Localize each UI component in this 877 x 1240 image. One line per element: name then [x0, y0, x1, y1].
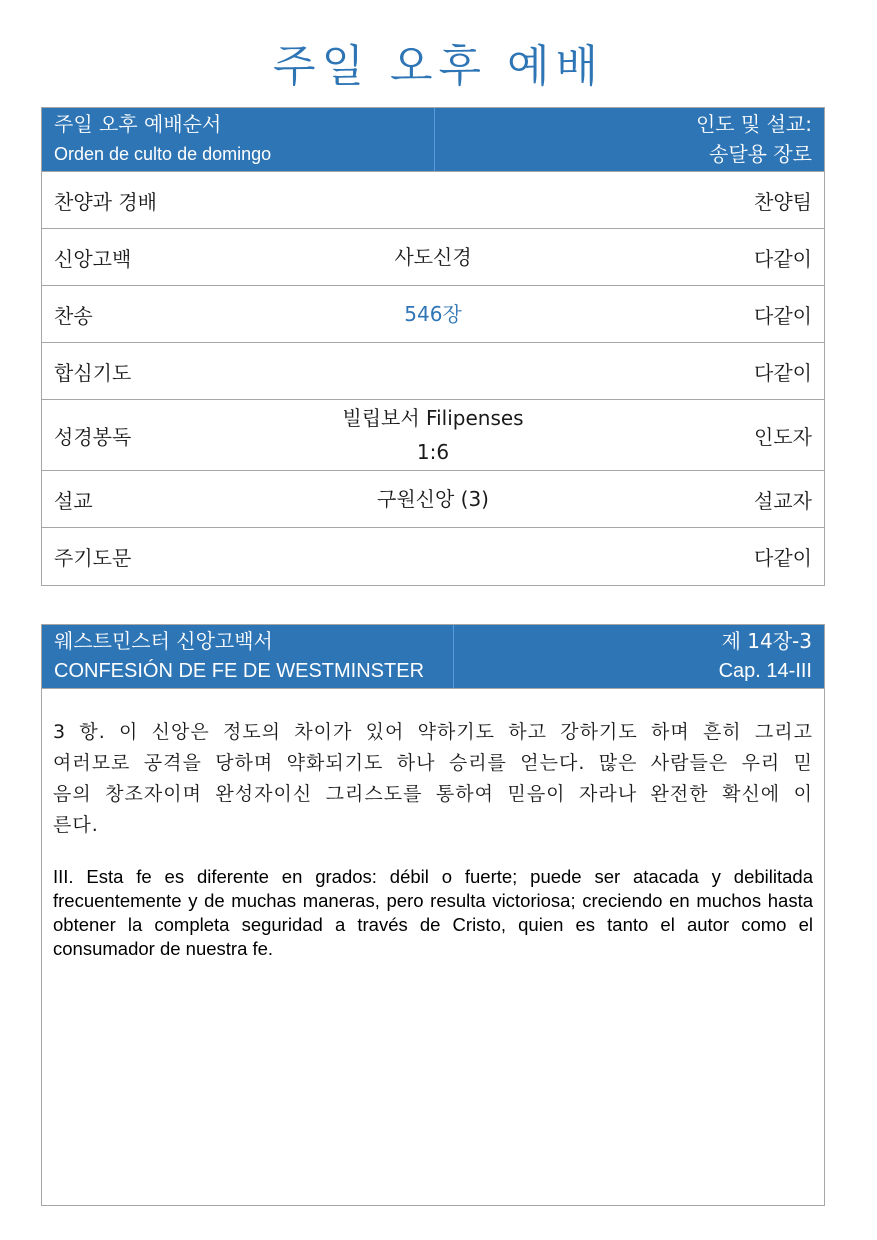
chapter-ko: 제 14장-3 [721, 629, 812, 653]
confession-header-left [42, 625, 454, 688]
hymn-number: 546장 [404, 302, 462, 326]
order-row-sermon [42, 471, 824, 528]
order-item-name: 신앙고백 [54, 246, 132, 271]
page-title: 주일 오후 예배 [273, 41, 604, 92]
order-item-who: 찬양팀 [754, 189, 812, 214]
order-item-name: 찬송 [54, 303, 93, 328]
chapter-es: Cap. 14-III [718, 660, 812, 682]
order-item-who: 다같이 [754, 360, 812, 385]
order-item-who: 다같이 [754, 303, 812, 328]
confession-body [42, 689, 824, 961]
order-row-scripture [42, 400, 824, 471]
confession-header [42, 625, 824, 689]
order-item-who: 인도자 [754, 424, 812, 449]
confession-title-es: CONFESIÓN DE FE DE WESTMINSTER [54, 660, 425, 682]
order-of-worship-table [41, 107, 825, 586]
order-item-name: 주기도문 [54, 546, 132, 570]
confession-text-es: III. Esta fe es diferente en grados: débil o fuerte; puede ser atacada y debilitada frecuentemente y de muchas maneras, pero resulta victoriosa; creciendo en muchos hasta obtener la completa seguridad a través de Cristo, quien es tanto el autor como el consumador de nuestra fe. [53, 866, 813, 959]
order-row-hymn [42, 286, 824, 343]
scripture-verse: 1:6 [416, 440, 450, 464]
confession-header-right [454, 625, 824, 688]
confession-title-ko: 웨스트민스터 신앙고백서 [54, 629, 273, 653]
sermon-title: 구원신앙 (3) [377, 487, 489, 511]
leader-name: 송달용 장로 [709, 142, 812, 166]
order-item-name: 찬양과 경배 [54, 189, 157, 214]
order-item-detail: 사도신경 [394, 245, 472, 269]
order-item-who: 설교자 [754, 488, 812, 513]
order-row-praise [42, 172, 824, 229]
scripture-book: 빌립보서 Filipenses [342, 406, 524, 430]
scripture-reference [284, 401, 582, 469]
order-item-who: 다같이 [754, 546, 812, 570]
order-row-creed [42, 229, 824, 286]
order-item-name: 합심기도 [54, 360, 132, 385]
order-row-lords-prayer [42, 528, 824, 585]
order-row-prayer [42, 343, 824, 400]
order-item-name: 설교 [54, 488, 93, 513]
order-header-title-ko: 주일 오후 예배순서 [54, 112, 222, 136]
order-header-title-es: Orden de culto de domingo [54, 144, 272, 164]
order-item-who: 다같이 [754, 246, 812, 271]
leader-label: 인도 및 설교: [695, 112, 812, 136]
order-header-right [435, 108, 824, 171]
confession-text-ko: 3 항. 이 신앙은 정도의 차이가 있어 약하기도 하고 강하기도 하며 흔히 그리고 여러모로 공격을 당하며 약화되기도 하나 승리를 얻는다. 많은 사람들은 우리 믿음의 창조자이며 완성자이신 그리스도를 통하여 믿음이 자라나 완전한 확신에 이른다. [53, 721, 813, 836]
order-item-name: 성경봉독 [54, 424, 132, 449]
order-table-header [42, 108, 824, 172]
confession-section [41, 624, 825, 1206]
order-header-left [42, 108, 435, 171]
